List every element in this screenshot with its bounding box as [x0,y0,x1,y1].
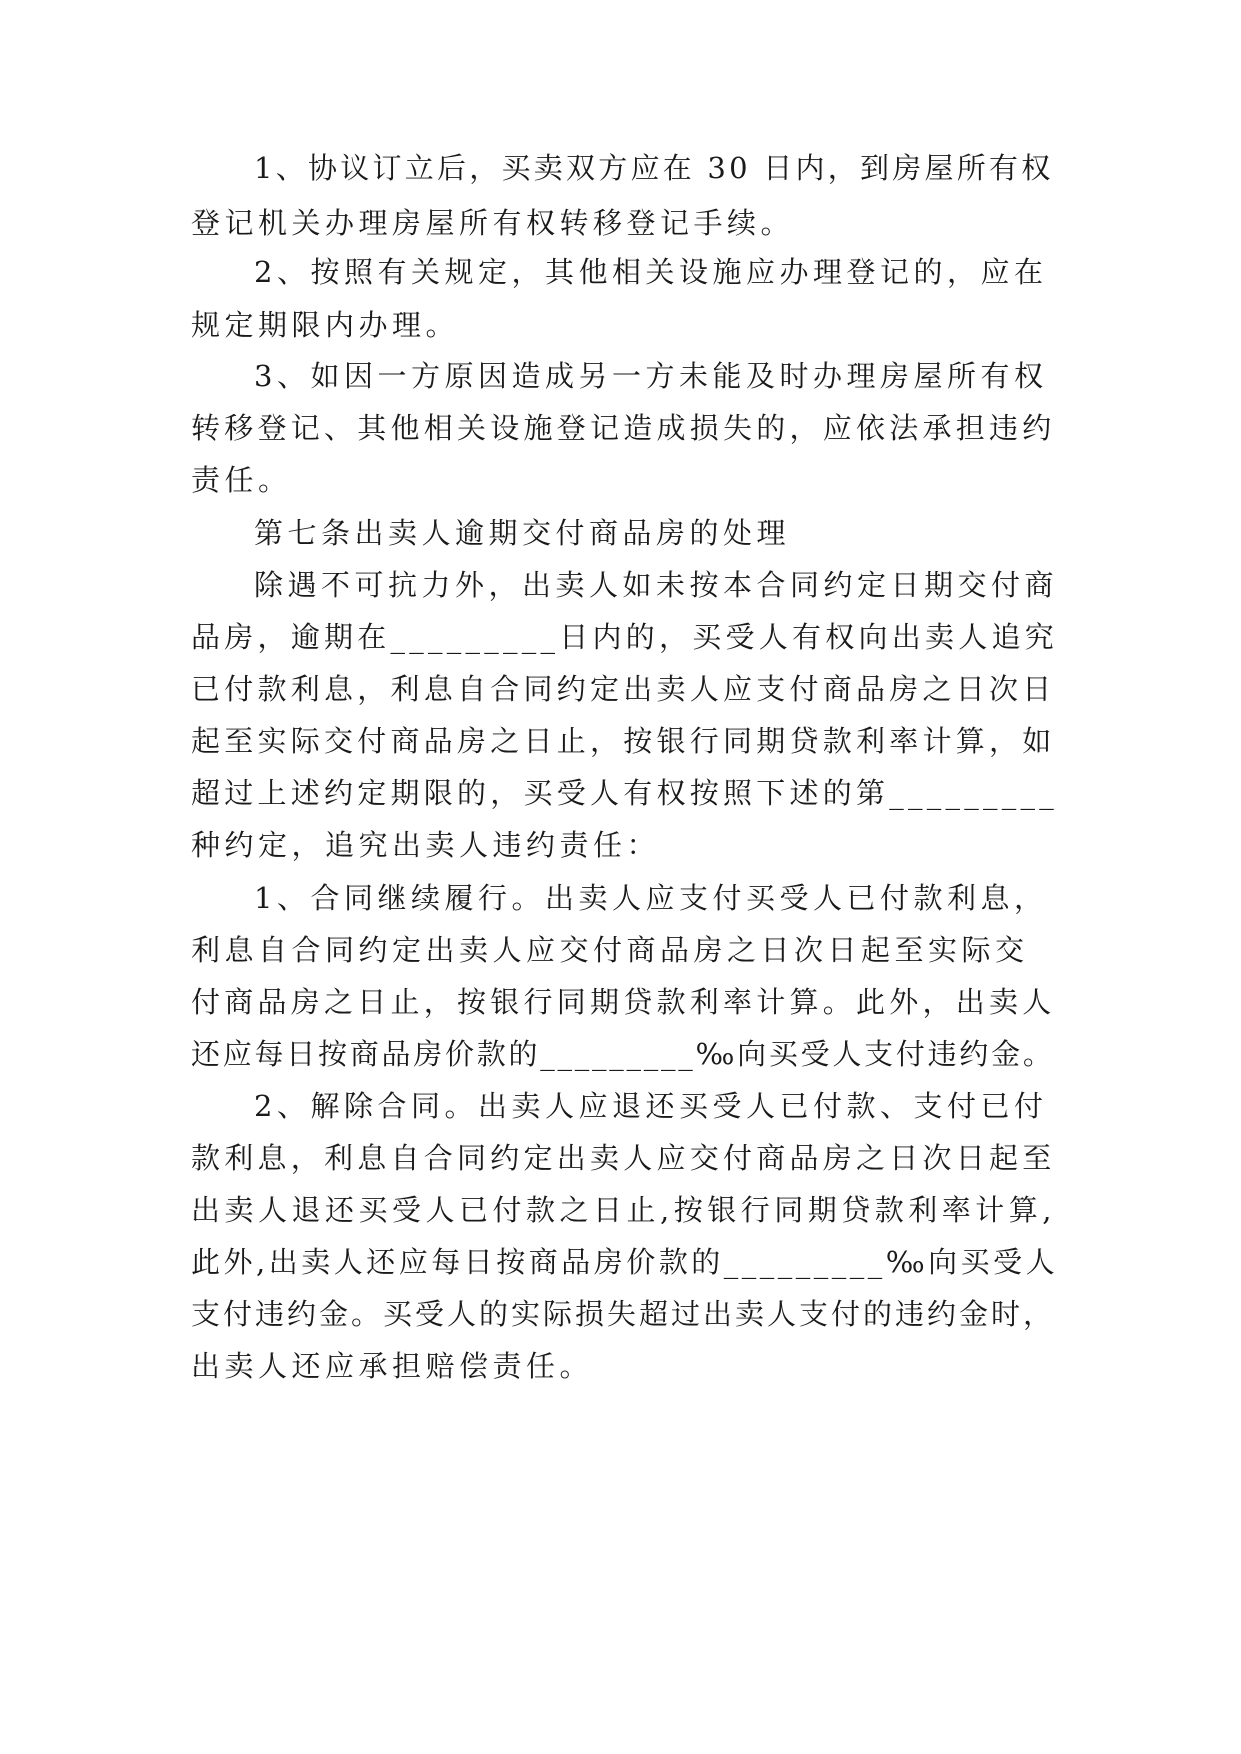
option-2-line-3: 出卖人退还买受人已付款之日止,按银行同期贷款利率计算, [191,1193,1056,1227]
paragraph-line-1: 除遇不可抗力外，出卖人如未按本合同约定日期交付商 [254,568,1059,602]
section-heading: 第七条出卖人逾期交付商品房的处理 [254,516,791,550]
option-1-line-3: 付商品房之日止，按银行同期贷款利率计算。此外，出卖人 [191,985,1056,1019]
option-2-line-1: 2、解除合同。出卖人应退还买受人已付款、支付已付 [254,1089,1048,1123]
option-1-line-2: 利息自合同约定出卖人应交付商品房之日次日起至实际交 [191,933,1029,967]
clause-2-line-2: 规定期限内办理。 [191,308,460,342]
clause-1-line-1: 1、协议订立后，买卖双方应在 30 日内，到房屋所有权 [254,151,1054,185]
paragraph-line-6: 种约定，追究出卖人违约责任： [191,828,661,862]
clause-3-line-2: 转移登记、其他相关设施登记造成损失的，应依法承担违约 [191,411,1056,445]
option-2-line-5: 支付违约金。买受人的实际损失超过出卖人支付的违约金时， [191,1297,1056,1331]
paragraph-line-3: 已付款利息，利息自合同约定出卖人应支付商品房之日次日 [191,672,1056,706]
option-2-line-2: 款利息，利息自合同约定出卖人应交付商品房之日次日起至 [191,1141,1056,1175]
option-1-line-4: 还应每日按商品房价款的_________‰向买受人支付违约金。 [191,1037,1055,1071]
option-2-line-6: 出卖人还应承担赔偿责任。 [191,1349,594,1383]
paragraph-line-5: 超过上述约定期限的，买受人有权按照下述的第_________ [191,776,1059,810]
paragraph-line-2: 品房，逾期在_________日内的，买受人有权向出卖人追究 [191,620,1059,654]
clause-1-line-2: 登记机关办理房屋所有权转移登记手续。 [191,206,795,240]
option-2-line-4: 此外,出卖人还应每日按商品房价款的_________‰向买受人 [191,1245,1059,1279]
clause-3-line-3: 责任。 [191,463,292,497]
option-1-line-1: 1、合同继续履行。出卖人应支付买受人已付款利息， [254,881,1048,915]
paragraph-line-4: 起至实际交付商品房之日止，按银行同期贷款利率计算，如 [191,724,1056,758]
clause-3-line-1: 3、如因一方原因造成另一方未能及时办理房屋所有权 [254,359,1048,393]
clause-2-line-1: 2、按照有关规定，其他相关设施应办理登记的，应在 [254,255,1048,289]
